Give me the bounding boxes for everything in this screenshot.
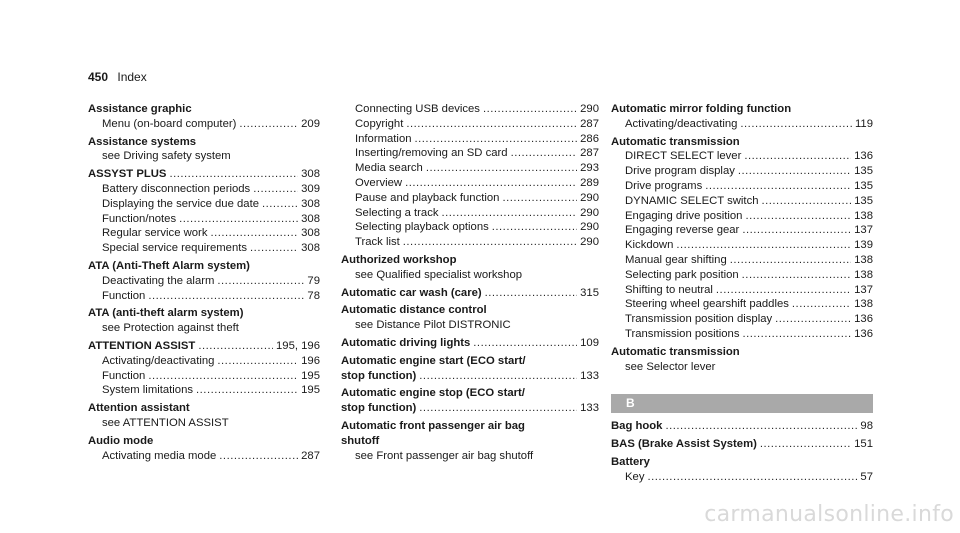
leader-dots (705, 179, 851, 194)
page-ref: 138 (854, 298, 873, 311)
index-entry (611, 437, 873, 452)
index-subentry-text: Special service requirements (102, 242, 248, 255)
index-subentry (88, 274, 320, 289)
index-term-text: Battery (611, 455, 650, 468)
page-ref: 309 (301, 182, 320, 195)
see-reference: see Front passenger air bag shutoff (355, 449, 534, 462)
leader-dots (196, 383, 298, 398)
index-term-text: shutoff (341, 434, 380, 447)
page-ref: 98 (860, 420, 873, 433)
see-reference: see ATTENTION ASSIST (102, 416, 229, 429)
index-entry (88, 306, 320, 336)
page-ref: 79 (307, 274, 320, 287)
page-ref: 308 (301, 197, 320, 210)
index-subentry-text: Activating media mode (102, 449, 217, 462)
index-subentry-text: Track list (355, 236, 400, 249)
page-title: Index (117, 70, 147, 84)
watermark: carmanualsonline.info (704, 502, 954, 527)
index-term-text: BAS (Brake Assist System) (611, 438, 757, 451)
index-subentry (88, 449, 320, 464)
index-term-text: ATA (anti-theft alarm system) (88, 307, 244, 320)
index-term (88, 259, 320, 274)
index-subentry-text: Selecting park position (625, 268, 739, 281)
leader-dots (740, 117, 852, 132)
index-term-text: ASSYST PLUS (88, 168, 167, 181)
index-subentry-text: Copyright (355, 117, 404, 130)
index-subentry (611, 470, 873, 485)
index-term (341, 369, 599, 384)
index-term-text: Automatic transmission (611, 345, 740, 358)
index-subentry-text: Inserting/removing an SD card (355, 147, 508, 160)
index-entry (88, 401, 320, 431)
index-subentry (341, 146, 599, 161)
leader-dots (406, 117, 577, 132)
index-subentry-text: Shifting to neutral (625, 283, 713, 296)
index-column-1 (88, 102, 320, 463)
index-term-text: stop function) (341, 369, 417, 382)
index-subentry-text: Activating/deactivating (625, 117, 738, 130)
page-ref: 136 (854, 327, 873, 340)
index-column-3 (611, 102, 873, 485)
page-ref: 290 (580, 206, 599, 219)
index-term (341, 303, 599, 318)
index-subentry-text: Information (355, 132, 412, 145)
index-term (341, 386, 599, 401)
index-subentry-text: Engaging reverse gear (625, 224, 740, 237)
leader-dots (179, 212, 298, 227)
index-subentry (341, 235, 599, 250)
index-term (88, 434, 320, 449)
index-term-text: Assistance graphic (88, 103, 192, 115)
index-entry (341, 102, 599, 250)
leader-dots (169, 167, 298, 182)
index-subentry (611, 223, 873, 238)
see-reference: see Protection against theft (102, 322, 239, 335)
index-subentry (611, 238, 873, 253)
index-term (341, 419, 599, 434)
page-ref: 308 (301, 227, 320, 240)
leader-dots (219, 449, 298, 464)
index-subentry (611, 283, 873, 298)
leader-dots (716, 283, 851, 298)
index-subentry (88, 182, 320, 197)
index-term-text: ATA (Anti-Theft Alarm system) (88, 259, 250, 272)
index-subentry (611, 268, 873, 283)
page-ref: 308 (301, 242, 320, 255)
leader-dots (419, 369, 577, 384)
index-subentry-text: System limitations (102, 384, 194, 397)
index-subentry-text: Connecting USB devices (355, 103, 480, 115)
page-ref: 133 (580, 369, 599, 382)
leader-dots (250, 241, 298, 256)
leader-dots (405, 176, 577, 191)
index-subentry (88, 197, 320, 212)
index-term (88, 401, 320, 416)
index-subentry-text: Key (625, 470, 645, 483)
index-subentry (341, 220, 599, 235)
index-term-text: Attention assistant (88, 402, 190, 415)
index-subentry (88, 383, 320, 398)
index-subentry-text: DIRECT SELECT lever (625, 150, 742, 163)
index-subentry (611, 117, 873, 132)
index-entry (88, 135, 320, 165)
index-entry (341, 303, 599, 333)
index-entry (341, 419, 599, 463)
index-term-text: Bag hook (611, 420, 663, 433)
leader-dots (403, 235, 577, 250)
leader-dots (738, 164, 851, 179)
index-subentry-text: Regular service work (102, 227, 208, 240)
index-term-text: Automatic driving lights (341, 336, 471, 349)
index-term (341, 401, 599, 416)
index-subentry-text: Drive programs (625, 179, 703, 192)
page-ref: 195 (301, 384, 320, 397)
index-subentry-text: Drive program display (625, 165, 735, 178)
index-subentry-text: Transmission positions (625, 327, 740, 340)
page-ref: 195, 196 (276, 339, 320, 352)
index-subentry (611, 327, 873, 342)
page-ref: 287 (580, 147, 599, 160)
page-number: 450 (88, 70, 109, 84)
index-subentry (341, 206, 599, 221)
index-entry (341, 354, 599, 384)
index-subentry (611, 149, 873, 164)
page-ref: 287 (301, 449, 320, 462)
page-ref: 135 (854, 165, 873, 178)
page-ref: 137 (854, 283, 873, 296)
index-subentry-text: Overview (355, 176, 403, 189)
index-subentry-text: Activating/deactivating (102, 354, 215, 367)
index-term (611, 345, 873, 360)
index-subentry (611, 179, 873, 194)
index-subentry (341, 117, 599, 132)
index-subentry-text: Pause and playback function (355, 191, 500, 204)
index-subentry (341, 102, 599, 117)
index-subentry (88, 369, 320, 384)
index-subentry (341, 161, 599, 176)
page-ref: 151 (854, 438, 873, 451)
index-term (611, 437, 873, 452)
index-subentry-text: Function (102, 289, 146, 302)
leader-dots (426, 161, 577, 176)
leader-dots (665, 419, 857, 434)
index-entry (341, 386, 599, 416)
index-subentry (611, 164, 873, 179)
index-subentry (341, 176, 599, 191)
index-term (611, 135, 873, 150)
leader-dots (775, 312, 851, 327)
index-term (341, 336, 599, 351)
leader-dots (198, 339, 273, 354)
index-subentry (88, 354, 320, 369)
index-entry (88, 259, 320, 303)
page-ref: 286 (580, 132, 599, 145)
leader-dots (647, 470, 857, 485)
index-term-text: ATTENTION ASSIST (88, 339, 196, 352)
index-term (88, 135, 320, 150)
leader-dots (485, 286, 578, 301)
index-subentry-text: Function/notes (102, 212, 177, 225)
leader-dots (415, 132, 578, 147)
page-ref: 138 (854, 209, 873, 222)
leader-dots (253, 182, 298, 197)
index-entry (611, 345, 873, 375)
index-subentry (341, 191, 599, 206)
index-column-2 (341, 102, 599, 463)
index-entry (88, 339, 320, 398)
index-subentry-text: Engaging drive position (625, 209, 743, 222)
index-term (341, 253, 599, 268)
leader-dots (148, 289, 304, 304)
leader-dots (730, 253, 851, 268)
see-reference: see Distance Pilot DISTRONIC (355, 319, 511, 332)
leader-dots (762, 194, 852, 209)
index-term (341, 286, 599, 301)
index-term (88, 306, 320, 321)
index-entry (611, 102, 873, 132)
index-entry (88, 434, 320, 464)
index-term-text: Automatic front passenger air bag (341, 419, 525, 432)
page-ref: 293 (580, 162, 599, 175)
index-subentry (88, 212, 320, 227)
leader-dots (262, 197, 298, 212)
page-ref: 138 (854, 268, 873, 281)
index-term-text: Automatic engine start (ECO start/ (341, 354, 526, 367)
index-subentry-text: Displaying the service due date (102, 197, 259, 210)
page-ref: 136 (854, 150, 873, 163)
index-term-text: Automatic engine stop (ECO start/ (341, 387, 525, 400)
see-reference: see Selector lever (625, 360, 716, 373)
index-entry (88, 167, 320, 256)
index-subentry-text: Manual gear shifting (625, 253, 727, 266)
leader-dots (792, 297, 851, 312)
index-subentry (341, 132, 599, 147)
leader-dots (217, 354, 298, 369)
index-term-text: Automatic distance control (341, 304, 487, 317)
index-term (88, 102, 320, 117)
index-subentry (611, 209, 873, 224)
page-ref: 209 (301, 117, 320, 130)
index-subentry (611, 253, 873, 268)
leader-dots (483, 102, 577, 117)
page-header (88, 70, 147, 84)
index-term-text: stop function) (341, 402, 417, 415)
index-subentry-text: Deactivating the alarm (102, 274, 215, 287)
index-subentry-text: Media search (355, 162, 423, 175)
page-ref: 308 (301, 168, 320, 181)
page-ref: 308 (301, 212, 320, 225)
page-ref: 290 (580, 236, 599, 249)
index-subentry (88, 241, 320, 256)
page-ref: 290 (580, 221, 599, 234)
index-subentry-text: Selecting playback options (355, 221, 489, 234)
index-subentry (88, 289, 320, 304)
page-ref: 195 (301, 369, 320, 382)
page-ref: 139 (854, 239, 873, 252)
index-subentry (611, 194, 873, 209)
leader-dots (745, 209, 851, 224)
leader-dots (492, 220, 577, 235)
page-ref: 135 (854, 194, 873, 207)
index-subentry-text: Steering wheel gearshift paddles (625, 298, 789, 311)
index-term (88, 339, 320, 354)
leader-dots (502, 191, 577, 206)
page-ref: 135 (854, 179, 873, 192)
page-ref: 137 (854, 224, 873, 237)
index-subentry (611, 297, 873, 312)
page-ref: 287 (580, 117, 599, 130)
page-ref: 290 (580, 103, 599, 115)
leader-dots (511, 146, 578, 161)
index-term-text: Automatic mirror folding function (611, 103, 792, 115)
index-entry (611, 419, 873, 434)
index-term (88, 167, 320, 182)
leader-dots (217, 274, 304, 289)
index-entry (341, 253, 599, 283)
index-term-text: Automatic transmission (611, 135, 740, 148)
see-reference: see Qualified specialist workshop (355, 268, 523, 281)
index-subentry-text: Function (102, 369, 146, 382)
index-subentry-text: Selecting a track (355, 206, 439, 219)
index-term (611, 455, 873, 470)
page-ref: 136 (854, 313, 873, 326)
index-term-text: Automatic car wash (care) (341, 286, 482, 299)
index-term-text: Audio mode (88, 434, 154, 447)
index-subentry-text: DYNAMIC SELECT switch (625, 194, 759, 207)
index-entry (611, 135, 873, 342)
index-term (611, 419, 873, 434)
index-term-text: Authorized workshop (341, 253, 457, 266)
leader-dots (239, 117, 298, 132)
page-ref: 57 (860, 470, 873, 483)
see-reference: see Driving safety system (102, 150, 231, 163)
leader-dots (742, 327, 851, 342)
index-subentry-text: Menu (on-board computer) (102, 117, 237, 130)
page-ref: 289 (580, 176, 599, 189)
index-term-text: Assistance systems (88, 135, 197, 148)
leader-dots (473, 336, 577, 351)
leader-dots (676, 238, 851, 253)
index-entry (341, 286, 599, 301)
leader-dots (760, 437, 851, 452)
index-term (341, 434, 599, 449)
leader-dots (419, 401, 577, 416)
section-letter-bar: B (611, 394, 873, 413)
leader-dots (742, 268, 851, 283)
index-term (341, 354, 599, 369)
page-ref: 119 (854, 117, 873, 130)
leader-dots (442, 206, 578, 221)
index-subentry-text: Battery disconnection periods (102, 182, 251, 195)
index-entry (88, 102, 320, 132)
index-subentry (611, 312, 873, 327)
leader-dots (742, 223, 851, 238)
leader-dots (148, 369, 298, 384)
leader-dots (210, 226, 298, 241)
index-term (611, 102, 873, 117)
page-ref: 196 (301, 354, 320, 367)
page-ref: 315 (580, 286, 599, 299)
index-subentry (88, 226, 320, 241)
page-ref: 78 (307, 289, 320, 302)
page-ref: 138 (854, 253, 873, 266)
index-subentry-text: Kickdown (625, 239, 674, 252)
page-ref: 109 (580, 336, 599, 349)
page-ref: 290 (580, 191, 599, 204)
index-entry (611, 455, 873, 485)
index-entry (341, 336, 599, 351)
page-ref: 133 (580, 402, 599, 415)
index-subentry (88, 117, 320, 132)
index-subentry-text: Transmission position display (625, 313, 773, 326)
leader-dots (744, 149, 851, 164)
